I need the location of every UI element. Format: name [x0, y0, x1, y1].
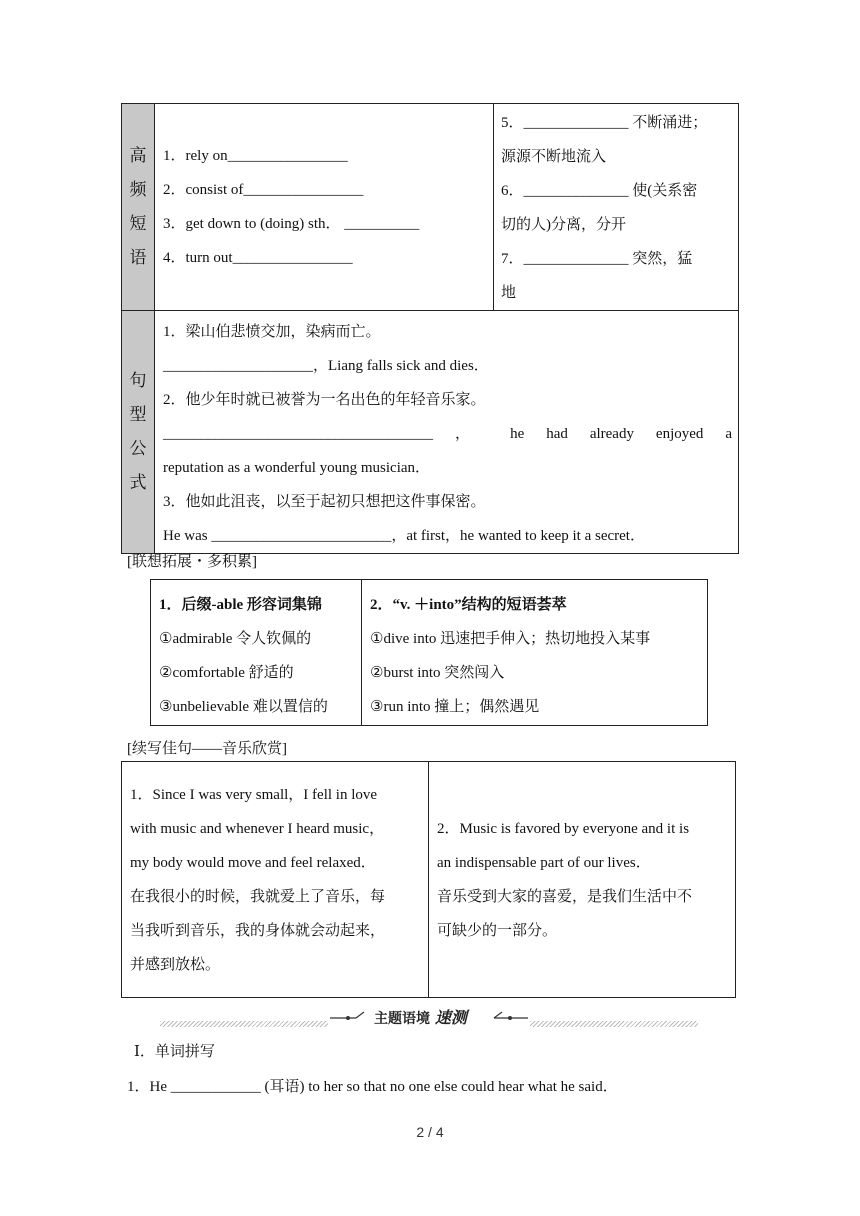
exercise-heading: Ⅰ．单词拼写	[134, 1044, 215, 1060]
phrase-item: 4．turn out________________	[163, 250, 353, 266]
page-number: 2 / 4	[416, 1124, 444, 1140]
section-lianxiang: [联想拓展・多积累]	[127, 554, 257, 570]
sentence-right-cell: 2．Music is favored by everyone and it is an indispensable part of our lives． 音乐受到大家的喜爱，是我们生活中不 可缺少的一部分。	[429, 762, 736, 998]
section-xuxie: [续写佳句——音乐欣赏]	[127, 741, 287, 757]
label-gaopin: 高 频 短 语	[122, 104, 155, 311]
into-phrases-cell: 2．“v. ＋into”结构的短语荟萃 ①dive into 迅速把手伸入；热切地投入某事 ②burst into 突然闯入 ③run into 撞上；偶然遇见	[362, 580, 708, 726]
gaopin-left-cell	[155, 104, 494, 311]
juxing-cell: 1．梁山伯悲愤交加，染病而亡。 ____________________，Liang falls sick and dies． 2．他少年时就已被誉为一名出色的年轻音乐家。 ____________________________________ ， he had already enjoyed a reputation as a wonderful young musician． 3．他如此沮丧，以至于起初只想把这件事保密。 He was ________________________，at first，he wanted to keep it a secret．	[155, 311, 739, 554]
table-expansion	[150, 579, 708, 726]
phrase-item: 2．consist of________________	[163, 182, 364, 198]
phrase-item: 3．get down to (doing) sth． __________	[163, 216, 420, 232]
able-adjectives-cell: 1．后缀-able 形容词集锦 ①admirable 令人钦佩的 ②comfortable 舒适的 ③unbelievable 难以置信的	[151, 580, 362, 726]
sentence-left-cell: 1．Since I was very small，I fell in love with music and whenever I heard music， my body would move and feel relaxed． 在我很小的时候，我就爱上了音乐，每 当我听到音乐，我的身体就会动起来， 并感到放松。	[122, 762, 429, 998]
banner-hatch-right	[530, 1021, 698, 1027]
banner-hatch-left	[160, 1021, 328, 1027]
phrase-item: 1．rely on________________	[163, 148, 348, 164]
gaopin-right-cell: 5．______________ 不断涌进； 源源不断地流入 6．______________ 使(关系密 切的人)分离，分开 7．______________ 突然，猛 地	[494, 104, 739, 311]
table-sentences	[121, 761, 736, 998]
topic-banner	[160, 1006, 698, 1026]
table-phrases	[121, 103, 739, 554]
banner-title: 主题语境 速测	[374, 1008, 467, 1027]
exercise-item-1: 1．He ____________ (耳语) to her so that no one else could hear what he said．	[127, 1079, 618, 1095]
label-juxing: 句 型 公 式	[122, 311, 155, 554]
